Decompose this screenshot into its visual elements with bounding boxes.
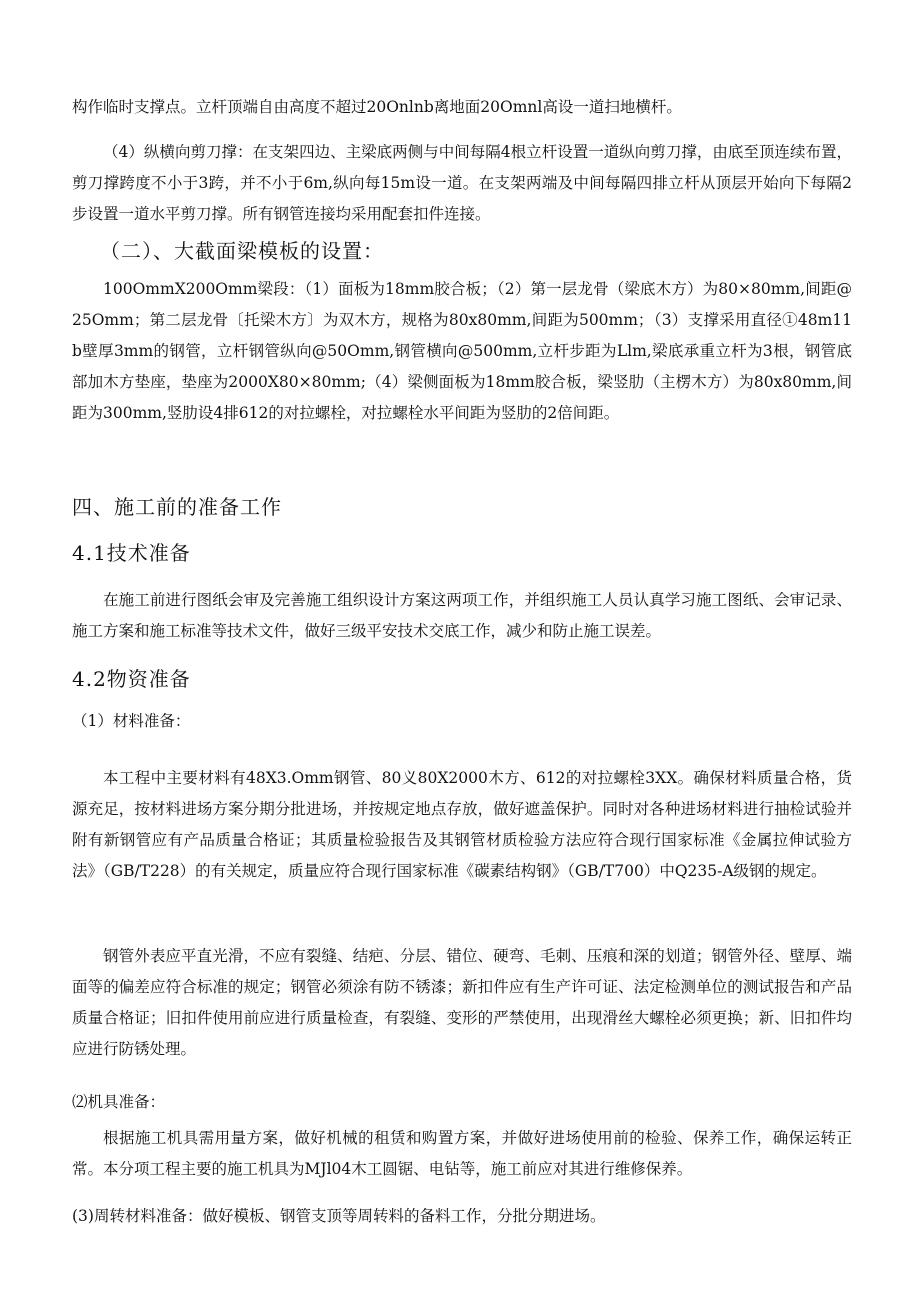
heading-section-4: 四、施工前的准备工作 bbox=[72, 495, 282, 519]
paragraph-steel-pipe-requirements: 钢管外表应平直光滑，不应有裂缝、结疤、分层、错位、硬弯、毛刺、压痕和深的划道；钢管外径、壁厚、端面等的偏差应符合标准的规定；钢管必须涂有防不锈漆；新扣件应有生产许可证、法定检测单位的测试报告和产品质量合格证；旧扣件使用前应进行质量检查，有裂缝、变形的严禁使用，出现滑丝大螺栓必须更换；新、旧扣件均应进行防锈处理。 bbox=[72, 947, 852, 1058]
heading-large-beam-formwork: （二）、大截面梁模板的设置： bbox=[100, 239, 384, 263]
paragraph-machinery: 根据施工机具需用量方案，做好机械的租赁和购置方案，并做好进场使用前的检验、保养工作，确保运转正常。本分项工程主要的施工机具为MJl04木工圆锯、电钻等，施工前应对其进行维修保养。 bbox=[72, 1129, 852, 1178]
paragraph-beam-specification: 100OmmX200Omm梁段：（1）面板为18mm胶合板；（2）第一层龙骨（梁底木方）为80×80mm,间距@25Omm；第二层龙骨〔托梁木方〕为双木方，规格为80x80mm,间距为500mm；（3）支撑采用直径①48m11b壁厚3mm的钢管，立杆钢管纵向@50Omm,钢管横向@500mm,立杆步距为Llm,梁底承重立杆为3根，钢管底部加木方垫座，垫座为2000X80×80mm;（4）梁侧面板为18mm胶合板，梁竖肋（主楞木方）为80x80mm,间距为300mm,竖肋设4排612的对拉螺栓，对拉螺栓水平间距为竖肋的2倍间距。 bbox=[72, 280, 852, 422]
heading-4-1-technical-prep: 4.1技术准备 bbox=[72, 541, 191, 565]
subheading-turnover-materials: (3)周转材料准备：做好模板、钢管支顶等周转料的备料工作，分批分期进场。 bbox=[72, 1207, 606, 1225]
subheading-materials: （1）材料准备： bbox=[72, 712, 191, 730]
paragraph-scissor-bracing: （4）纵横向剪刀撑：在支架四边、主梁底两侧与中间每隔4根立杆设置一道纵向剪刀撑，由底至顶连续布置，剪刀撑跨度不小于3跨，并不小于6m,纵向每15m设一道。在支架两端及中间每隔四排立杆从顶层开始向下每隔2步设置一道水平剪刀撑。所有钢管连接均采用配套扣件连接。 bbox=[72, 143, 852, 223]
paragraph-technical-prep: 在施工前进行图纸会审及完善施工组织设计方案这两项工作，并组织施工人员认真学习施工图纸、会审记录、施工方案和施工标准等技术文件，做好三级平安技术交底工作，减少和防止施工误差。 bbox=[72, 591, 852, 640]
heading-4-2-material-prep: 4.2物资准备 bbox=[72, 667, 191, 691]
paragraph-support-points: 构作临时支撑点。立杆顶端自由高度不超过20Onlnb离地面20Omnl高设一道扫地横杆。 bbox=[72, 98, 682, 116]
paragraph-materials: 本工程中主要材料有48X3.Omm钢管、80义80X2000木方、612的对拉螺栓3XX。确保材料质量合格，货源充足，按材料进场方案分期分批进场，并按规定地点存放，做好遮盖保护。同时对各种进场材料进行抽检试验并附有新钢管应有产品质量合格证；其质量检验报告及其钢管材质检验方法应符合现行国家标准《金属拉伸试验方法》（GB/T228）的有关规定，质量应符合现行国家标准《碳素结构钢》（GB/T700）中Q235-A级钢的规定。 bbox=[72, 769, 852, 880]
subheading-machinery: ⑵机具准备： bbox=[72, 1093, 166, 1111]
